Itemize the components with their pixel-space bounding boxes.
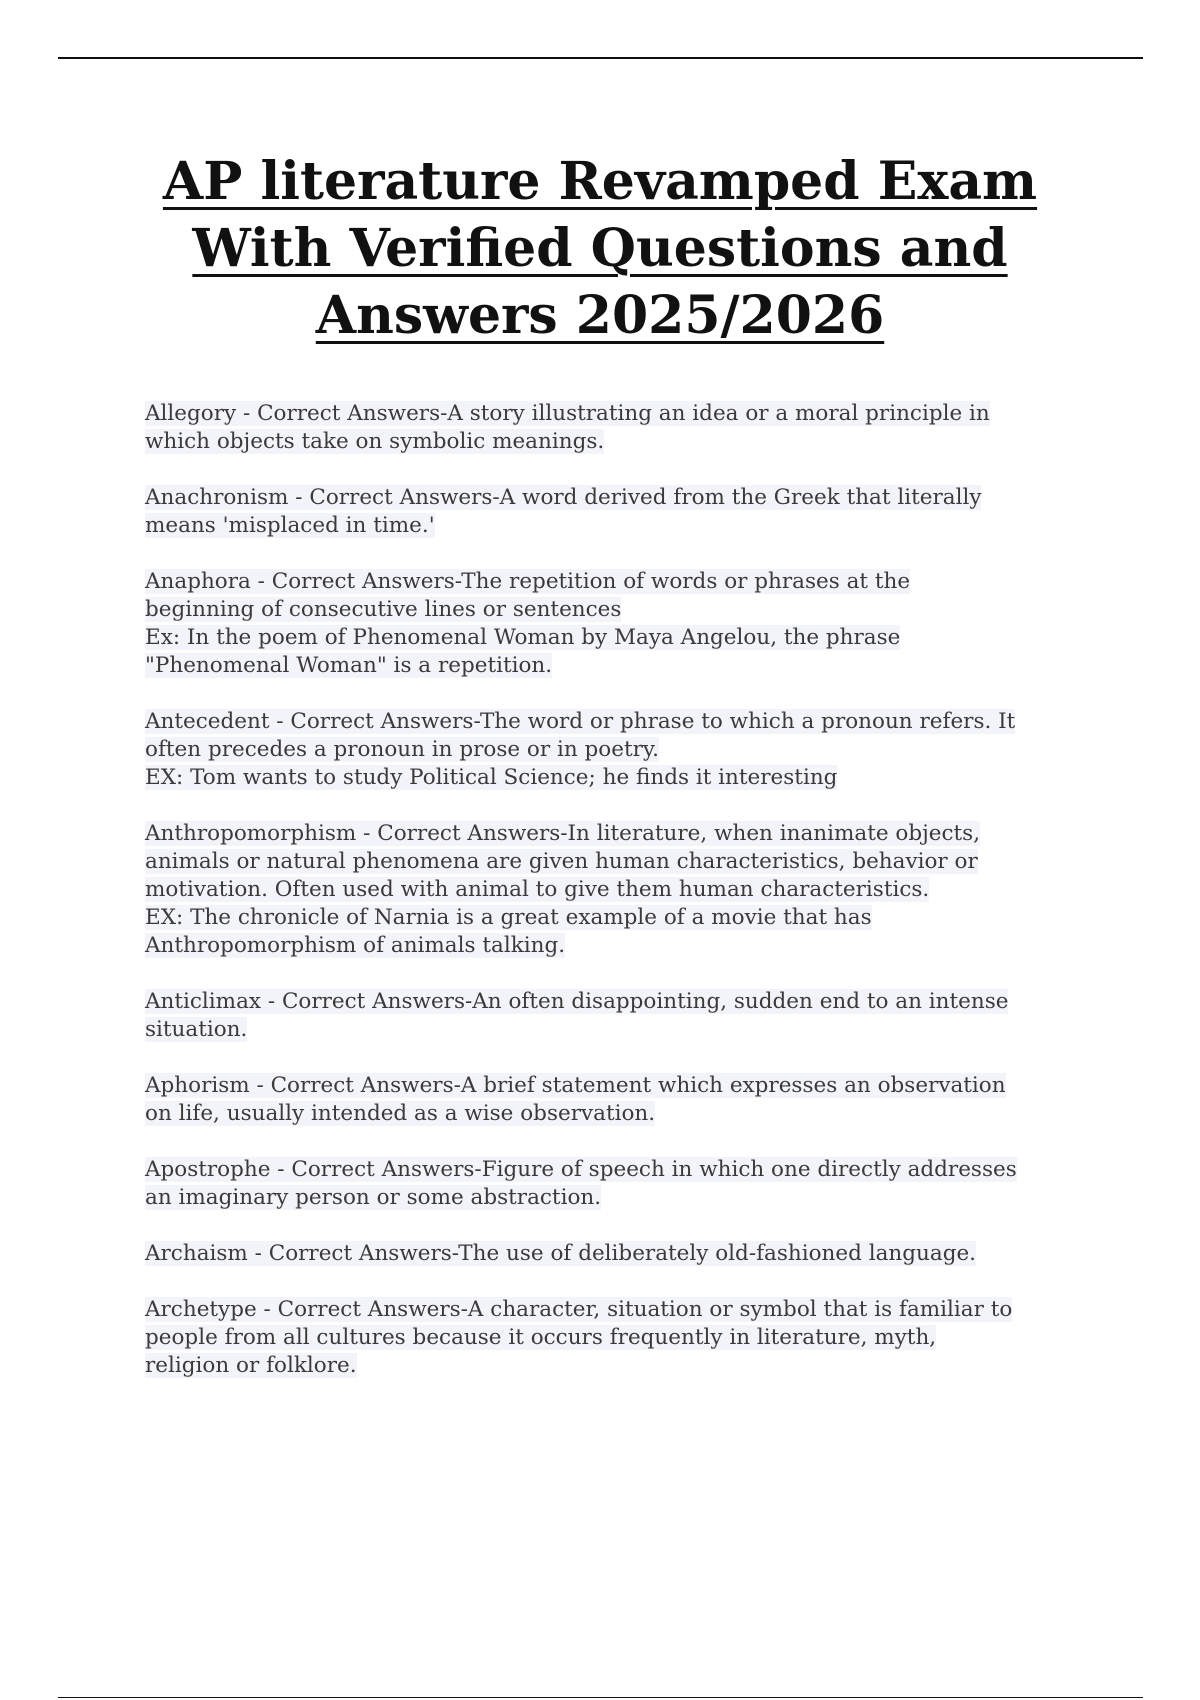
entry-line: Ex: In the poem of Phenomenal Woman by Maya Angelou, the phrase (145, 625, 901, 650)
page-title (100, 148, 1100, 349)
entry-antecedent (145, 708, 1095, 792)
entry-line: animals or natural phenomena are given human characteristics, behavior or (145, 849, 978, 874)
entry-line: Anachronism - Correct Answers-A word derived from the Greek that literally (145, 485, 982, 510)
entry-line: Apostrophe - Correct Answers-Figure of speech in which one directly addresses (145, 1157, 1017, 1182)
entry-line: EX: Tom wants to study Political Science; he finds it interesting (145, 765, 838, 790)
entry-line: beginning of consecutive lines or sentences (145, 597, 622, 622)
entry-archetype (145, 1296, 1095, 1380)
entry-anaphora (145, 568, 1095, 680)
entry-line: Archetype - Correct Answers-A character, situation or symbol that is familiar to (145, 1297, 1013, 1322)
entry-line: situation. (145, 1017, 248, 1042)
entry-line: which objects take on symbolic meanings. (145, 429, 605, 454)
entry-line: an imaginary person or some abstraction. (145, 1185, 602, 1210)
entry-line: Archaism - Correct Answers-The use of deliberately old-fashioned language. (145, 1241, 977, 1266)
bottom-rule (58, 1697, 1143, 1698)
entry-anticlimax (145, 988, 1095, 1044)
entry-line: motivation. Often used with animal to give them human characteristics. (145, 877, 930, 902)
entry-line: Aphorism - Correct Answers-A brief statement which expresses an observation (145, 1073, 1006, 1098)
entry-anthropomorphism (145, 820, 1095, 960)
entry-line: Allegory - Correct Answers-A story illustrating an idea or a moral principle in (145, 401, 990, 426)
title-line: AP literature Revamped Exam (162, 151, 1038, 212)
entry-apostrophe (145, 1156, 1095, 1212)
title-line: Answers 2025/2026 (315, 285, 885, 346)
entry-anachronism (145, 484, 1095, 540)
top-rule (58, 57, 1143, 59)
entry-aphorism (145, 1072, 1095, 1128)
entry-archaism (145, 1240, 1095, 1268)
entry-line: "Phenomenal Woman" is a repetition. (145, 653, 553, 678)
entry-line: Antecedent - Correct Answers-The word or phrase to which a pronoun refers. It (145, 709, 1016, 734)
entry-line: EX: The chronicle of Narnia is a great example of a movie that has (145, 905, 872, 930)
entry-line: religion or folklore. (145, 1353, 357, 1378)
entry-line: Anthropomorphism of animals talking. (145, 933, 566, 958)
entry-line: Anthropomorphism - Correct Answers-In literature, when inanimate objects, (145, 821, 981, 846)
title-line: With Verified Questions and (192, 218, 1008, 279)
entry-line: often precedes a pronoun in prose or in poetry. (145, 737, 660, 762)
entry-line: on life, usually intended as a wise observation. (145, 1101, 656, 1126)
entry-line: Anaphora - Correct Answers-The repetition of words or phrases at the (145, 569, 911, 594)
entry-line: means 'misplaced in time.' (145, 513, 435, 538)
glossary-entries (145, 400, 1095, 1408)
entry-allegory (145, 400, 1095, 456)
entry-line: Anticlimax - Correct Answers-An often disappointing, sudden end to an intense (145, 989, 1009, 1014)
entry-line: people from all cultures because it occurs frequently in literature, myth, (145, 1325, 937, 1350)
